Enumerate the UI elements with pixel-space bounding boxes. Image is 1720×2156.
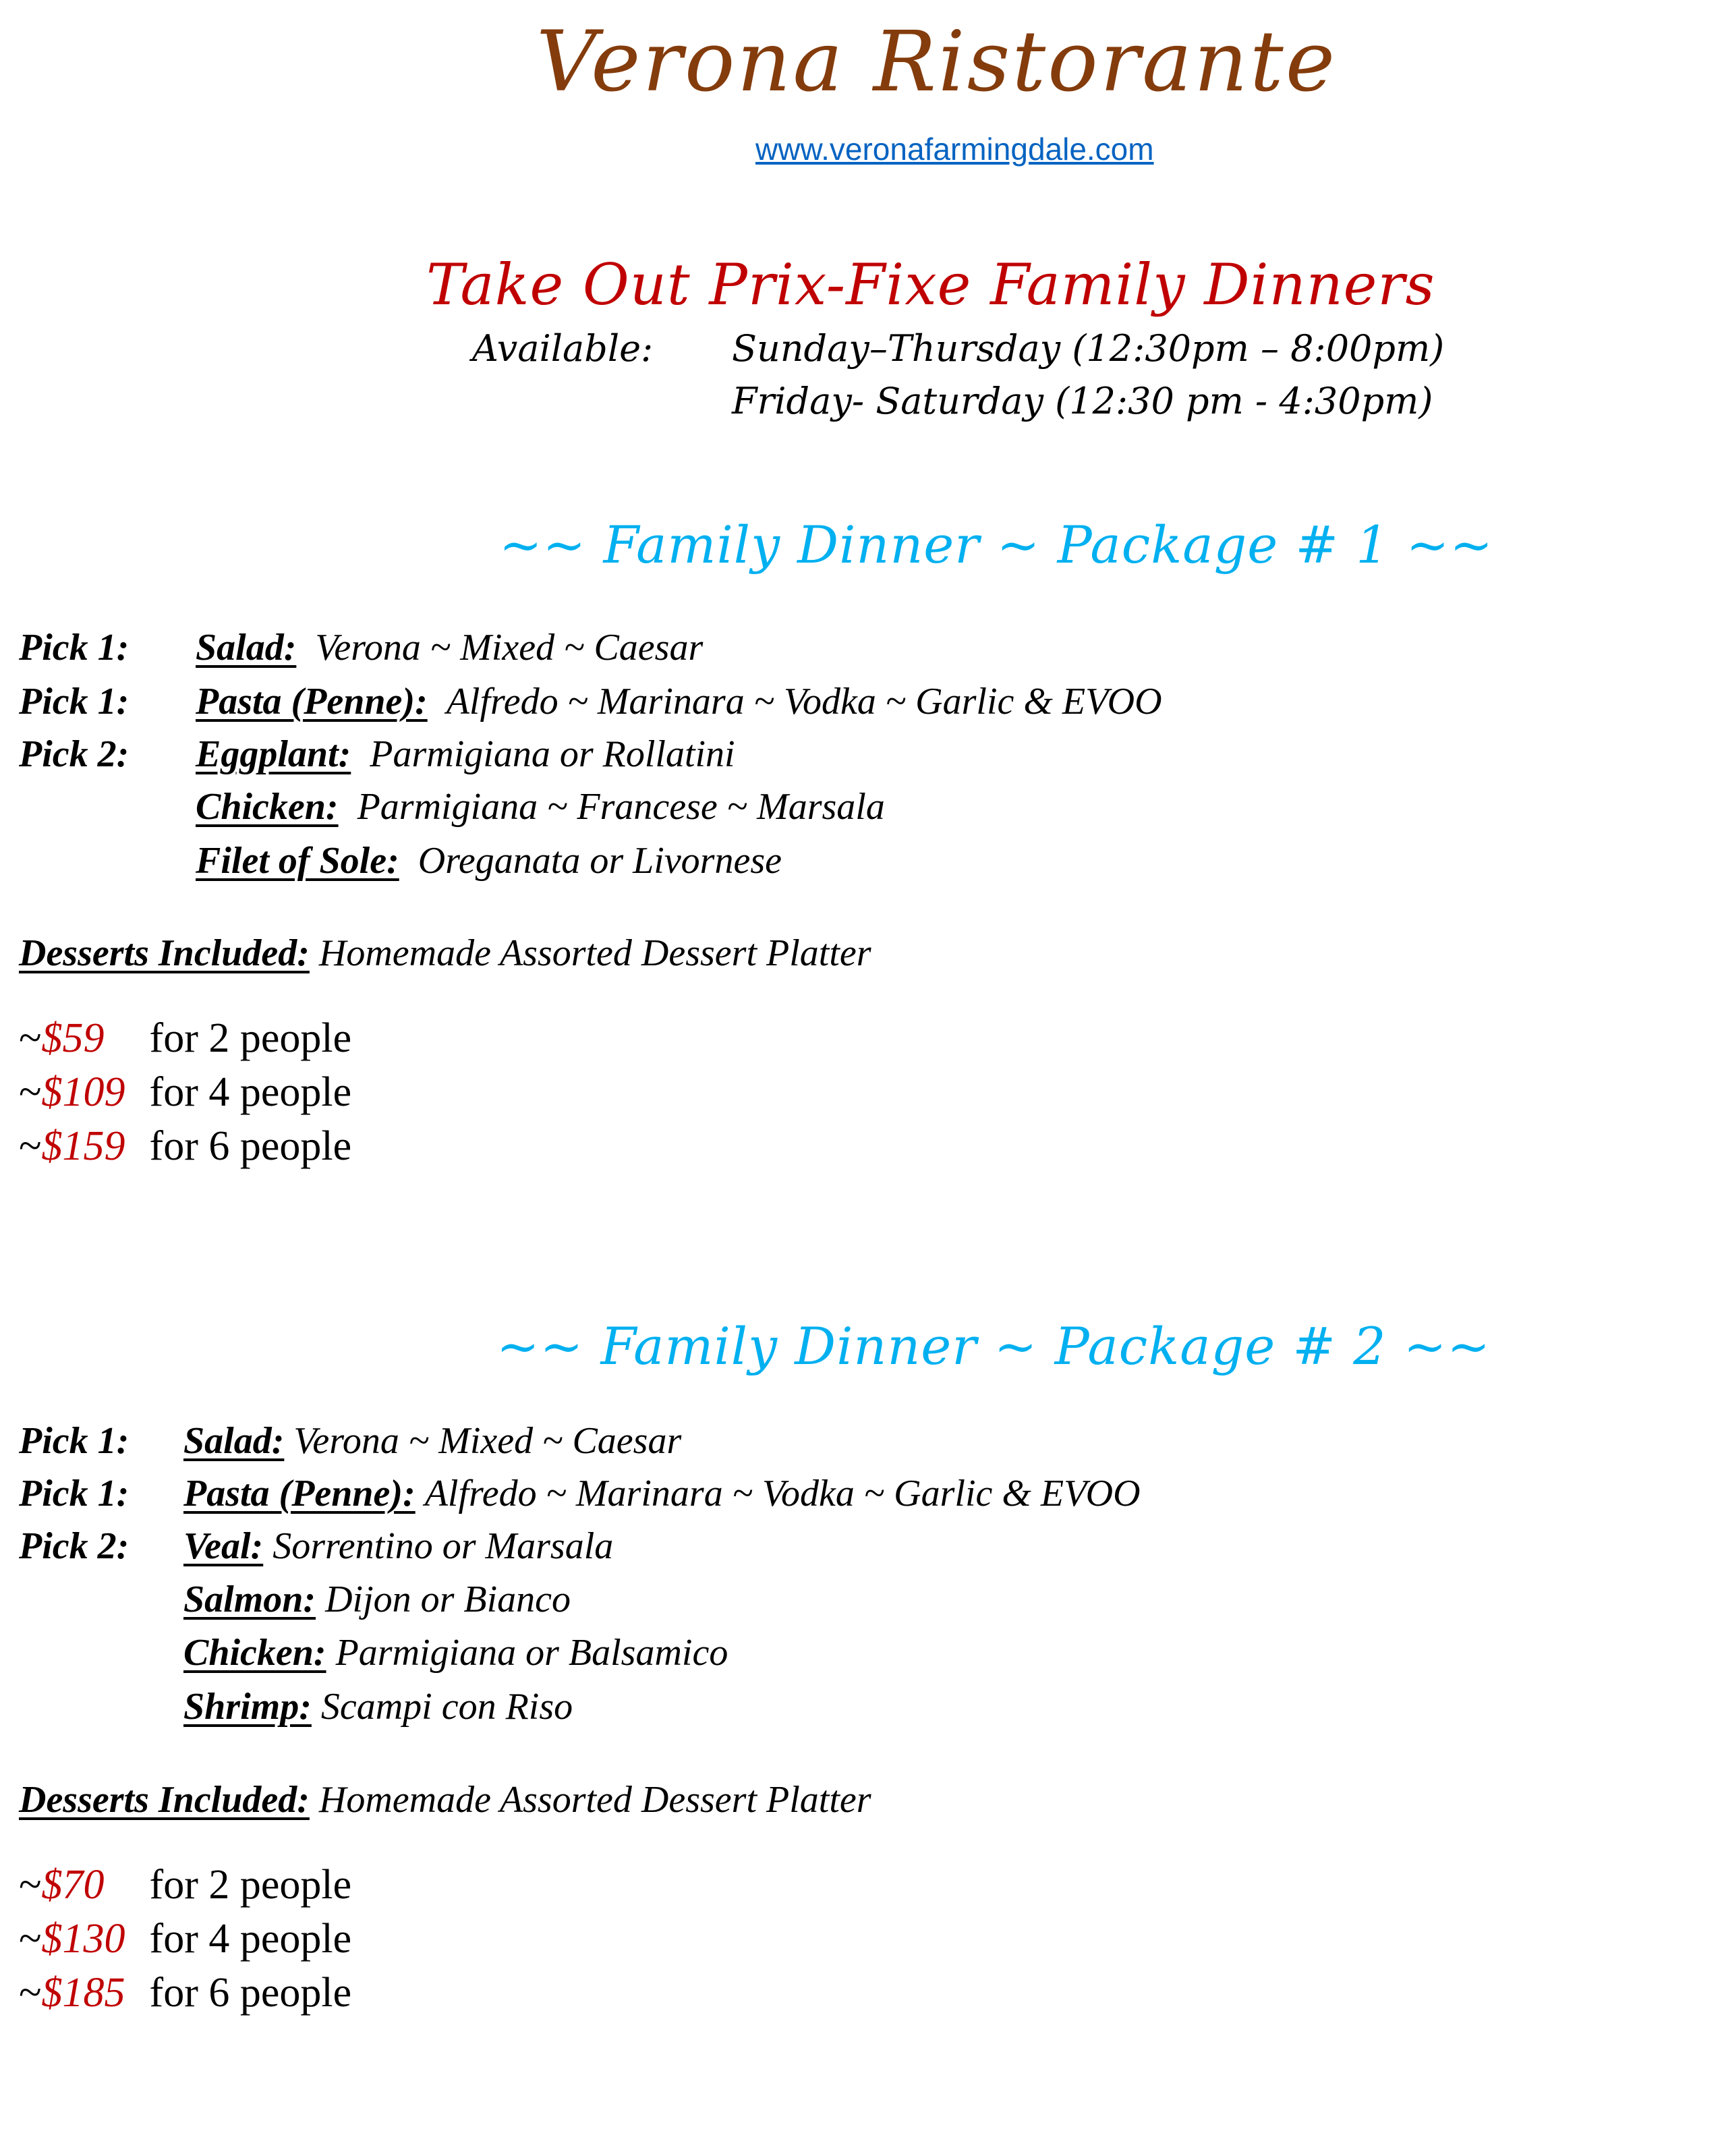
category-options: Dijon or Bianco	[325, 1579, 571, 1620]
price-row	[19, 1125, 351, 1167]
category-label: Chicken:	[196, 786, 339, 828]
tilde: ~	[19, 1862, 42, 1908]
menu-row	[19, 683, 1162, 720]
pick-count: Pick 1:	[19, 1473, 130, 1514]
pick-count: Pick 1:	[19, 1420, 130, 1462]
tilde: ~	[19, 1123, 42, 1169]
category-label: Salad:	[183, 1420, 285, 1462]
price-label: for 6 people	[149, 1123, 352, 1169]
website-link[interactable]: www.veronafarmingdale.com	[755, 132, 1154, 167]
category-options: Parmigiana ~ Francese ~ Marsala	[357, 786, 885, 828]
price-label: for 2 people	[149, 1862, 352, 1908]
menu-row	[19, 1581, 571, 1618]
price-label: for 4 people	[149, 1069, 352, 1115]
price-amount: $130	[41, 1916, 125, 1962]
pick-count: Pick 2:	[19, 1525, 130, 1567]
price-row	[19, 1017, 351, 1059]
price-label: for 4 people	[149, 1916, 352, 1962]
menu-row	[19, 1688, 573, 1726]
tilde: ~	[19, 1970, 42, 2016]
category-label: Pasta (Penne):	[196, 681, 428, 722]
category-label: Veal:	[183, 1525, 264, 1567]
price-label: for 2 people	[149, 1015, 352, 1061]
desserts-label: Desserts Included:	[19, 932, 310, 974]
price-amount: $109	[41, 1069, 125, 1115]
availability-label: Available:	[472, 327, 654, 370]
category-options: Parmigiana or Rollatini	[370, 733, 735, 775]
menu-row	[19, 1475, 1141, 1512]
category-label: Salad:	[196, 627, 297, 669]
category-options: Verona ~ Mixed ~ Caesar	[315, 627, 704, 669]
price-row	[19, 1972, 351, 2014]
price-amount: $70	[41, 1862, 105, 1908]
category-label: Pasta (Penne):	[183, 1473, 415, 1514]
desserts-row	[19, 1781, 871, 1819]
menu-row	[19, 1422, 681, 1460]
category-options: Alfredo ~ Marinara ~ Vodka ~ Garlic & EVOO	[446, 681, 1162, 722]
category-options: Alfredo ~ Marinara ~ Vodka ~ Garlic & EVOO	[424, 1473, 1141, 1514]
price-row	[19, 1918, 351, 1960]
category-options: Parmigiana or Balsamico	[335, 1632, 728, 1674]
price-label: for 6 people	[149, 1970, 352, 2016]
tilde: ~	[19, 1916, 42, 1962]
menu-row	[19, 842, 782, 880]
menu-row	[19, 735, 735, 773]
restaurant-name: Verona Ristorante	[536, 13, 1338, 111]
price-row	[19, 1864, 351, 1906]
menu-row	[19, 1527, 613, 1565]
price-amount: $159	[41, 1123, 125, 1169]
package-2-heading: ~~ Family Dinner ~ Package # 2 ~~	[496, 1316, 1491, 1376]
desserts-label: Desserts Included:	[19, 1779, 310, 1821]
availability-weekday: Sunday–Thursday (12:30pm – 8:00pm)	[732, 327, 1445, 370]
tilde: ~	[19, 1069, 42, 1115]
menu-subtitle: Take Out Prix-Fixe Family Dinners	[426, 252, 1435, 318]
category-options: Scampi con Riso	[320, 1686, 573, 1728]
pick-count: Pick 1:	[19, 627, 130, 669]
price-amount: $59	[41, 1015, 105, 1061]
category-options: Oreganata or Livornese	[418, 840, 782, 882]
menu-row	[19, 788, 885, 826]
availability-weekend: Friday- Saturday (12:30 pm - 4:30pm)	[732, 380, 1433, 422]
pick-count: Pick 1:	[19, 681, 130, 722]
category-label: Filet of Sole:	[196, 840, 399, 882]
category-label: Shrimp:	[183, 1686, 312, 1728]
price-amount: $185	[41, 1970, 125, 2016]
desserts-text: Homemade Assorted Dessert Platter	[318, 932, 871, 974]
category-label: Salmon:	[183, 1579, 316, 1620]
desserts-row	[19, 934, 871, 972]
category-options: Sorrentino or Marsala	[273, 1525, 614, 1567]
pick-count: Pick 2:	[19, 733, 130, 775]
tilde: ~	[19, 1015, 42, 1061]
category-options: Verona ~ Mixed ~ Caesar	[293, 1420, 682, 1462]
desserts-text: Homemade Assorted Dessert Platter	[318, 1779, 871, 1821]
package-1-heading: ~~ Family Dinner ~ Package # 1 ~~	[499, 515, 1494, 575]
category-label: Chicken:	[183, 1632, 326, 1674]
menu-row	[19, 1634, 728, 1672]
price-row	[19, 1071, 351, 1113]
menu-row	[19, 627, 704, 669]
category-label: Eggplant:	[196, 733, 351, 775]
